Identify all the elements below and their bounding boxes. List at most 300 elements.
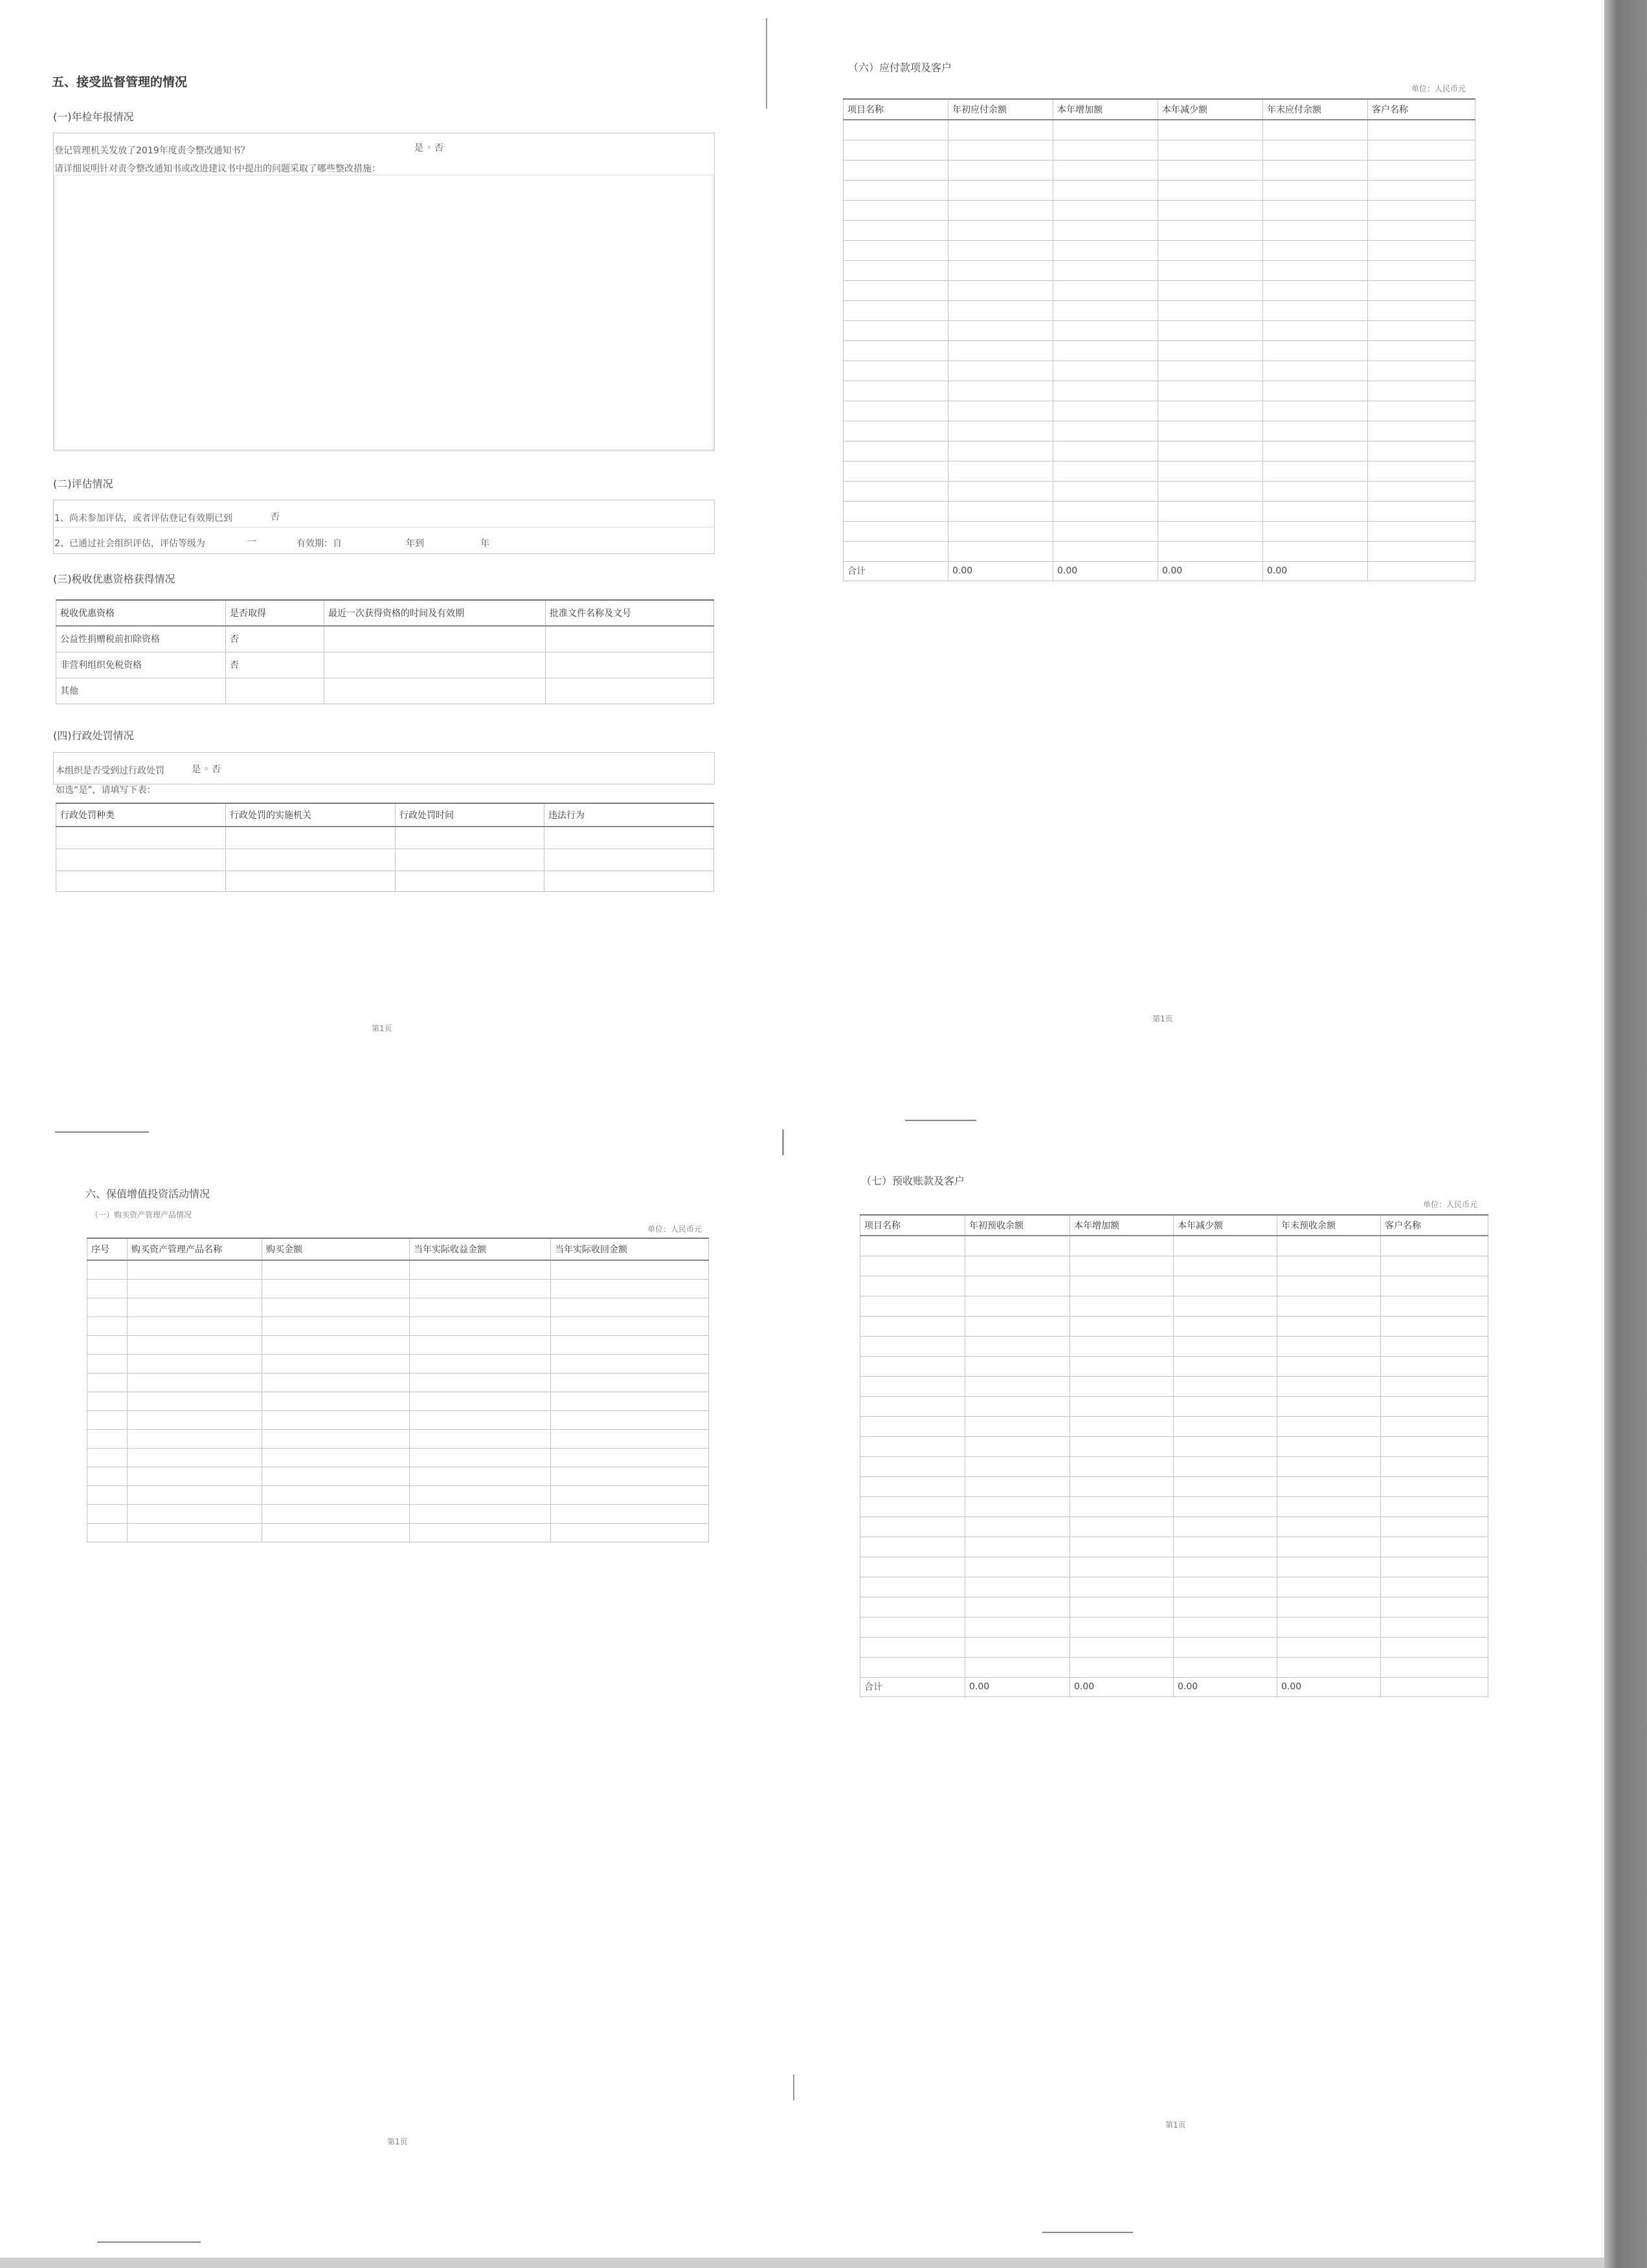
- table-cell: [844, 140, 948, 160]
- table-cell: [1174, 1577, 1277, 1597]
- table-cell: [965, 1597, 1070, 1617]
- table-cell: [1174, 1336, 1277, 1356]
- subsection-title-tax: (三)税收优惠资格获得情况: [53, 573, 175, 585]
- total-cell: 0.00: [1053, 561, 1158, 581]
- table-cell: [1158, 180, 1263, 200]
- table-cell: [262, 1317, 410, 1335]
- table-cell: [1053, 340, 1158, 361]
- table-row: [56, 849, 714, 871]
- col-header: 违法行为: [544, 803, 714, 827]
- table-cell: [1053, 200, 1158, 220]
- table-cell: [1277, 1436, 1381, 1456]
- table-cell: [1158, 220, 1263, 240]
- table-row: [87, 1429, 709, 1448]
- table-row: [56, 626, 714, 652]
- table-cell: [1174, 1236, 1277, 1256]
- evaluation-year-label: 年: [480, 539, 489, 549]
- table-header-row: [844, 99, 1475, 120]
- table-cell: [1070, 1256, 1174, 1276]
- table-cell: [1381, 1577, 1488, 1597]
- evaluation-valid-label: 有效期：自: [297, 539, 342, 549]
- table-row: [844, 441, 1475, 461]
- table-row: [87, 1504, 709, 1523]
- table-cell: [1174, 1496, 1277, 1517]
- table-cell: [1368, 260, 1475, 280]
- table-cell: [844, 381, 948, 401]
- table-cell: [1070, 1637, 1174, 1657]
- table-cell: [1070, 1336, 1174, 1356]
- table-cell: [948, 220, 1053, 240]
- table-cell: [860, 1517, 965, 1537]
- table-row: [860, 1577, 1488, 1597]
- table-cell: [1368, 300, 1475, 320]
- table-cell: [262, 1429, 410, 1448]
- table-row: [844, 521, 1475, 541]
- table-cell: [551, 1373, 709, 1392]
- table-cell: [262, 1260, 410, 1279]
- table-cell: [551, 1429, 709, 1448]
- table-cell: [1174, 1316, 1277, 1336]
- table-cell: [860, 1336, 965, 1356]
- unit-label: 单位：人民币元: [1411, 84, 1466, 93]
- evaluation-year-to-label: 年到: [406, 539, 424, 549]
- table-cell: [128, 1279, 262, 1298]
- table-cell: [1263, 541, 1368, 561]
- col-header: 是否取得: [226, 600, 324, 626]
- table-cell: [87, 1298, 128, 1317]
- table-cell: [1368, 521, 1475, 541]
- table-cell: [410, 1373, 551, 1392]
- table-cell: [1263, 220, 1368, 240]
- table-cell: [551, 1317, 709, 1335]
- table-cell: [844, 421, 948, 441]
- table-row: [860, 1436, 1488, 1456]
- table-cell: [1053, 180, 1158, 200]
- col-header: 行政处罚种类: [56, 803, 226, 827]
- table-cell: [844, 441, 948, 461]
- col-header: 本年减少额: [1158, 99, 1263, 120]
- table-cell: [860, 1416, 965, 1436]
- rectification-options[interactable]: 是 ◦ 否: [414, 143, 444, 153]
- col-header: 当年实际收益金额: [410, 1238, 551, 1260]
- evaluation-row2-label: 2、已通过社会组织评估，评估等级为: [54, 539, 205, 549]
- asset-product-body: [87, 1260, 709, 1542]
- total-cell: 0.00: [965, 1677, 1070, 1696]
- table-cell: [87, 1260, 128, 1279]
- table-row: [860, 1637, 1488, 1657]
- table-cell: [1070, 1456, 1174, 1476]
- table-cell: [1381, 1476, 1488, 1496]
- table-cell: [965, 1657, 1070, 1677]
- col-header: 年末预收余额: [1277, 1215, 1381, 1236]
- page-number: 第1页: [387, 2137, 408, 2146]
- table-cell: [128, 1354, 262, 1373]
- penalty-question: 本组织是否受到过行政处罚: [56, 766, 164, 776]
- table-row: [87, 1485, 709, 1504]
- advance-receipts-table: [860, 1214, 1488, 1697]
- table-row: [87, 1298, 709, 1317]
- table-cell: [1263, 160, 1368, 180]
- table-cell: [1277, 1657, 1381, 1677]
- table-cell: [1053, 120, 1158, 140]
- table-cell: [1263, 300, 1368, 320]
- table-cell: [410, 1485, 551, 1504]
- table-cell: [1277, 1236, 1381, 1256]
- table-cell: [226, 678, 324, 704]
- table-cell: [410, 1448, 551, 1467]
- table-row: [860, 1597, 1488, 1617]
- table-cell: [1277, 1537, 1381, 1557]
- total-cell: [1381, 1677, 1488, 1696]
- table-cell: [1263, 441, 1368, 461]
- col-header: 购买金额: [262, 1238, 410, 1260]
- table-cell: [262, 1448, 410, 1467]
- table-cell: [1381, 1617, 1488, 1637]
- table-cell: [410, 1410, 551, 1429]
- table-cell: [1263, 521, 1368, 541]
- penalty-options[interactable]: 是 ◦ 否: [192, 764, 221, 775]
- table-cell: [844, 300, 948, 320]
- table-cell: [1277, 1396, 1381, 1416]
- table-row: [844, 320, 1475, 340]
- table-cell: [860, 1296, 965, 1316]
- evaluation-row1-label: 1、尚未参加评估，或者评估登记有效期已到: [54, 513, 232, 524]
- section-title: （六）应付款项及客户: [848, 61, 952, 74]
- table-cell: [965, 1356, 1070, 1376]
- table-cell: [1053, 160, 1158, 180]
- table-cell: [1277, 1617, 1381, 1637]
- table-cell: [1381, 1316, 1488, 1336]
- table-row: [844, 240, 1475, 260]
- rectification-question: 登记管理机关发放了2019年度责令整改通知书？: [54, 146, 250, 156]
- table-cell: [1053, 521, 1158, 541]
- table-cell: [1158, 481, 1263, 501]
- table-cell: [128, 1373, 262, 1392]
- table-cell: [1277, 1517, 1381, 1537]
- table-cell: [128, 1298, 262, 1317]
- col-header: 行政处罚的实施机关: [226, 803, 396, 827]
- table-cell: [965, 1537, 1070, 1557]
- table-cell: [1277, 1637, 1381, 1657]
- table-cell: [1381, 1376, 1488, 1396]
- rectification-measures-field[interactable]: [54, 175, 713, 450]
- table-row: [844, 180, 1475, 200]
- table-cell: [1158, 240, 1263, 260]
- table-cell: [965, 1496, 1070, 1517]
- table-cell: [1263, 180, 1368, 200]
- subsection-title-annual: (一)年检年报情况: [53, 111, 134, 123]
- table-cell: [844, 481, 948, 501]
- table-cell: [844, 280, 948, 300]
- table-cell: [948, 160, 1053, 180]
- table-cell: [1158, 280, 1263, 300]
- table-cell: [1263, 320, 1368, 340]
- table-cell: [948, 441, 1053, 461]
- table-cell: [128, 1335, 262, 1354]
- table-row: [844, 120, 1475, 140]
- table-cell: [128, 1260, 262, 1279]
- table-cell: 非营利组织免税资格: [56, 652, 226, 678]
- table-cell: [844, 541, 948, 561]
- table-cell: [87, 1523, 128, 1542]
- total-label: 合计: [860, 1677, 965, 1696]
- table-cell: [551, 1298, 709, 1317]
- table-cell: [262, 1279, 410, 1298]
- table-cell: [551, 1354, 709, 1373]
- table-cell: [1368, 421, 1475, 441]
- table-row: [844, 340, 1475, 361]
- table-row: [844, 300, 1475, 320]
- table-cell: [844, 521, 948, 541]
- table-cell: [1070, 1496, 1174, 1517]
- table-cell: [1070, 1537, 1174, 1557]
- table-cell: [1277, 1256, 1381, 1276]
- table-cell: [1381, 1496, 1488, 1517]
- subsection-title-penalty: (四)行政处罚情况: [53, 729, 134, 742]
- table-cell: [1053, 220, 1158, 240]
- table-cell: [546, 626, 714, 652]
- table-row: [844, 481, 1475, 501]
- table-cell: [1277, 1316, 1381, 1336]
- col-header: 年初预收余额: [965, 1215, 1070, 1236]
- table-cell: [1053, 280, 1158, 300]
- col-header: 客户名称: [1381, 1215, 1488, 1236]
- table-cell: [1263, 501, 1368, 521]
- table-cell: [1070, 1296, 1174, 1316]
- table-cell: [551, 1279, 709, 1298]
- table-cell: [1053, 260, 1158, 280]
- total-cell: 0.00: [1174, 1677, 1277, 1696]
- total-cell: [1368, 561, 1475, 581]
- table-cell: [410, 1317, 551, 1335]
- table-cell: [551, 1392, 709, 1410]
- table-cell: [128, 1448, 262, 1467]
- table-cell: [965, 1416, 1070, 1436]
- table-cell: [1263, 200, 1368, 220]
- table-cell: [1381, 1236, 1488, 1256]
- table-cell: [860, 1456, 965, 1476]
- col-header: 年末应付余额: [1263, 99, 1368, 120]
- table-row: [844, 501, 1475, 521]
- table-cell: [1263, 401, 1368, 421]
- table-cell: [1174, 1256, 1277, 1276]
- table-cell: [1381, 1436, 1488, 1456]
- table-cell: [1277, 1557, 1381, 1577]
- table-cell: [1368, 501, 1475, 521]
- table-cell: [262, 1373, 410, 1392]
- table-cell: [410, 1260, 551, 1279]
- table-row: [860, 1316, 1488, 1336]
- table-cell: [1381, 1637, 1488, 1657]
- table-cell: [87, 1373, 128, 1392]
- table-header-row: [56, 803, 714, 827]
- table-cell: [1368, 381, 1475, 401]
- table-cell: [860, 1236, 965, 1256]
- table-cell: [262, 1485, 410, 1504]
- table-cell: [844, 200, 948, 220]
- table-cell: [948, 421, 1053, 441]
- col-header: 批准文件名称及文号: [546, 600, 714, 626]
- table-row: [860, 1456, 1488, 1476]
- table-cell: [1158, 501, 1263, 521]
- table-cell: [1277, 1416, 1381, 1436]
- table-cell: [965, 1517, 1070, 1537]
- table-row: [860, 1276, 1488, 1296]
- table-row: [860, 1396, 1488, 1416]
- table-cell: [262, 1335, 410, 1354]
- table-cell: [1381, 1276, 1488, 1296]
- col-header: 本年增加额: [1070, 1215, 1174, 1236]
- table-row: [860, 1476, 1488, 1496]
- table-cell: [1053, 381, 1158, 401]
- table-cell: [948, 461, 1053, 481]
- col-header: 项目名称: [844, 99, 948, 120]
- table-row: [844, 401, 1475, 421]
- table-cell: [128, 1429, 262, 1448]
- table-cell: [860, 1496, 965, 1517]
- table-cell: [948, 521, 1053, 541]
- table-cell: [948, 240, 1053, 260]
- table-row: [56, 827, 714, 849]
- table-cell: [1174, 1376, 1277, 1396]
- table-cell: [860, 1476, 965, 1496]
- table-cell: [1158, 461, 1263, 481]
- table-cell: [1174, 1276, 1277, 1296]
- table-cell: [262, 1523, 410, 1542]
- table-row: [844, 140, 1475, 160]
- table-cell: [1158, 421, 1263, 441]
- table-cell: [965, 1436, 1070, 1456]
- table-row: [844, 361, 1475, 381]
- table-cell: [860, 1637, 965, 1657]
- table-cell: [1070, 1276, 1174, 1296]
- scanner-edge: [1604, 0, 1647, 2268]
- table-cell: [948, 140, 1053, 160]
- table-cell: [87, 1448, 128, 1467]
- table-cell: [551, 1410, 709, 1429]
- page-number: 第1页: [1152, 1014, 1173, 1023]
- table-cell: [87, 1429, 128, 1448]
- table-cell: 否: [226, 626, 324, 652]
- table-row: [860, 1336, 1488, 1356]
- table-row: [860, 1236, 1488, 1256]
- table-cell: [1368, 240, 1475, 260]
- table-cell: [860, 1396, 965, 1416]
- payables-body: [844, 120, 1475, 561]
- table-row: [87, 1335, 709, 1354]
- table-cell: [410, 1298, 551, 1317]
- table-cell: [1263, 481, 1368, 501]
- table-cell: [1277, 1376, 1381, 1396]
- table-cell: [1053, 140, 1158, 160]
- table-cell: [1174, 1637, 1277, 1657]
- table-cell: [1070, 1356, 1174, 1376]
- subsection-title-evaluation: (二)评估情况: [53, 478, 113, 490]
- table-cell: [128, 1392, 262, 1410]
- table-cell: [948, 180, 1053, 200]
- table-cell: [1070, 1597, 1174, 1617]
- table-cell: [860, 1436, 965, 1456]
- table-cell: [87, 1279, 128, 1298]
- table-cell: [860, 1356, 965, 1376]
- payables-table: [843, 98, 1475, 581]
- table-cell: [948, 541, 1053, 561]
- table-cell: [1158, 320, 1263, 340]
- table-cell: [1277, 1356, 1381, 1376]
- table-cell: [1368, 320, 1475, 340]
- table-cell: [410, 1467, 551, 1485]
- table-cell: [546, 678, 714, 704]
- page-divider-mark: [766, 18, 767, 109]
- table-cell: [1158, 300, 1263, 320]
- table-row: [87, 1448, 709, 1467]
- table-cell: [1368, 401, 1475, 421]
- table-cell: [262, 1410, 410, 1429]
- table-cell: [1070, 1476, 1174, 1496]
- table-cell: [1368, 280, 1475, 300]
- table-cell: [844, 120, 948, 140]
- col-header: 购买资产管理产品名称: [128, 1238, 262, 1260]
- table-cell: [1174, 1476, 1277, 1496]
- table-cell: [410, 1354, 551, 1373]
- table-cell: [1174, 1296, 1277, 1316]
- table-cell: [410, 1279, 551, 1298]
- unit-label: 单位：人民币元: [647, 1225, 702, 1234]
- col-header: 年初应付余额: [948, 99, 1053, 120]
- table-cell: [1174, 1537, 1277, 1557]
- table-cell: [262, 1392, 410, 1410]
- evaluation-row1-value: 否: [271, 512, 280, 522]
- table-cell: [551, 1523, 709, 1542]
- table-cell: [1158, 120, 1263, 140]
- table-row: [87, 1467, 709, 1485]
- table-cell: [844, 240, 948, 260]
- table-cell: [860, 1577, 965, 1597]
- table-cell: [410, 1429, 551, 1448]
- table-cell: [1381, 1657, 1488, 1677]
- total-row: [844, 561, 1475, 581]
- col-header: 项目名称: [860, 1215, 965, 1236]
- penalty-instructions: 如选“是”，请填写下表：: [56, 785, 156, 795]
- table-cell: [844, 501, 948, 521]
- table-cell: [948, 361, 1053, 381]
- table-cell: [551, 1260, 709, 1279]
- table-cell: [948, 300, 1053, 320]
- table-cell: [860, 1657, 965, 1677]
- table-cell: [1368, 461, 1475, 481]
- table-cell: [860, 1617, 965, 1637]
- table-row: [844, 260, 1475, 280]
- table-cell: [1263, 421, 1368, 441]
- table-cell: [1053, 481, 1158, 501]
- table-cell: [128, 1504, 262, 1523]
- table-row: [844, 280, 1475, 300]
- col-header: 客户名称: [1368, 99, 1475, 120]
- col-header: 最近一次获得资格的时间及有效期: [324, 600, 546, 626]
- table-cell: [1368, 441, 1475, 461]
- table-cell: [948, 200, 1053, 220]
- table-cell: [551, 1335, 709, 1354]
- table-cell: [965, 1376, 1070, 1396]
- table-cell: [1381, 1537, 1488, 1557]
- table-cell: [1381, 1416, 1488, 1436]
- table-cell: [1070, 1436, 1174, 1456]
- table-cell: [1158, 381, 1263, 401]
- page-divider-mark: [793, 2074, 794, 2100]
- table-cell: [410, 1504, 551, 1523]
- table-cell: [965, 1256, 1070, 1276]
- table-cell: [262, 1467, 410, 1485]
